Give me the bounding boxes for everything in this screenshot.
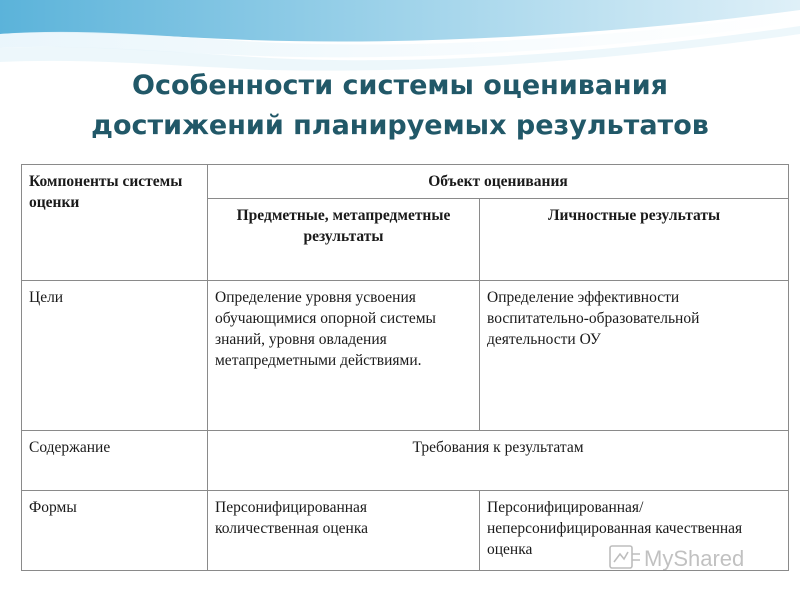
evaluation-table [21,164,789,571]
table-row [22,491,789,571]
header-subject-results: Предметные, метапредметные результаты [208,199,480,281]
title-line-2: достижений планируемых результатов [91,110,709,141]
table-row [22,431,789,491]
slide-title [40,66,760,146]
cell-content-merged: Требования к результатам [208,431,789,491]
row-label-goals: Цели [22,281,208,431]
cell-forms-personal-line1: Персонифицированная/ [487,499,644,516]
title-line-1: Особенности системы оценивания [132,70,668,101]
header-personal-results: Личностные результаты [480,199,789,281]
cell-goals-personal: Определение эффективности воспитательно-образовательной деятельности ОУ [480,281,789,431]
watermark-text: MyShared [644,546,745,571]
cell-goals-subject: Определение уровня усвоения обучающимися опорной системы знаний, уровня овладения метапредметными действиями. [208,281,480,431]
row-label-content: Содержание [22,431,208,491]
cell-forms-personal-line2: неперсонифицированная качественная оценка [487,520,743,558]
header-object: Объект оценивания [208,165,789,199]
table-row [22,281,789,431]
row-label-forms: Формы [22,491,208,571]
table-header-row [22,165,789,199]
cell-forms-personal [480,491,789,571]
cell-forms-subject: Персонифицированная количественная оценка [208,491,480,571]
header-components: Компоненты системы оценки [22,165,208,281]
